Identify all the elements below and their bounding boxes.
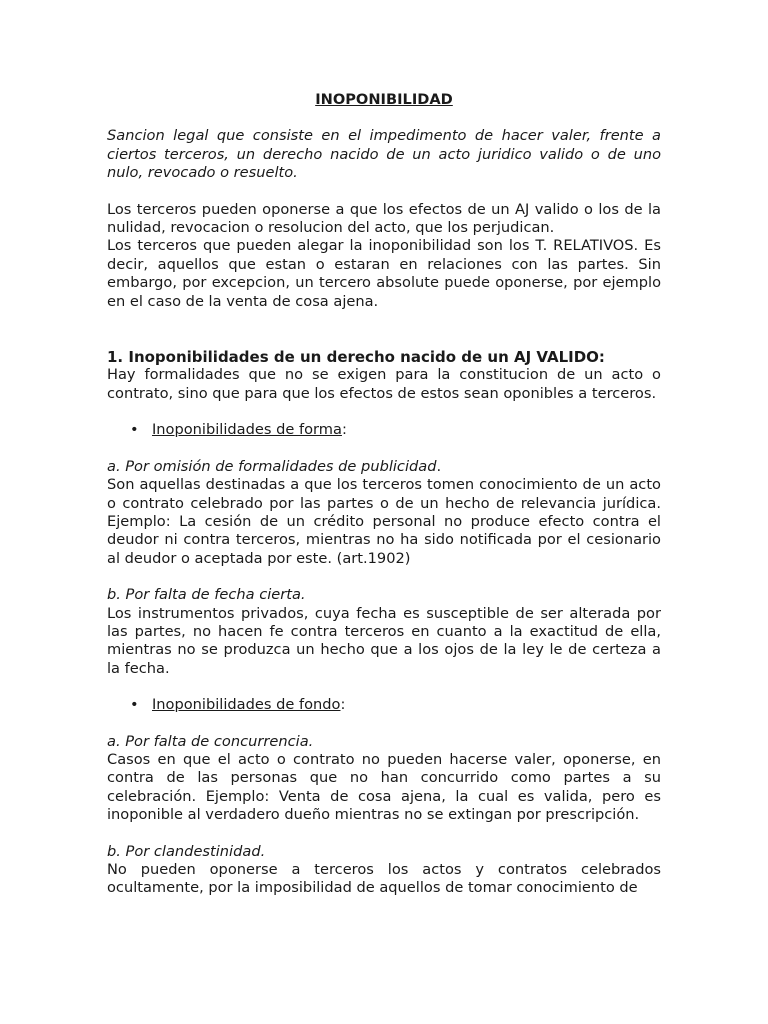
colon: :: [341, 421, 347, 439]
forma-a-title-line: [107, 458, 661, 476]
bullet-icon: •: [130, 696, 139, 714]
period: .: [436, 457, 442, 475]
forma-heading: Inoponibilidades de forma: [152, 421, 342, 439]
spacer: [107, 715, 661, 733]
spacer: [107, 311, 661, 348]
forma-b-title: b. Por falta de fecha cierta.: [107, 586, 306, 604]
definition-paragraph: Sancion legal que consiste en el impedimento de hacer valer, frente a ciertos terceros, un derecho nacido de un acto juridico valido o de uno nulo, revocado o resuelto.: [107, 127, 661, 182]
fondo-a-body: Casos en que el acto o contrato no pueden hacerse valer, oponerse, en contra de las personas que no han concurrido como partes a su celebración. Ejemplo: Venta de cosa ajena, la cual es valida, pero es inoponible al verdadero dueño mientras no se extingan por prescripción.: [107, 750, 661, 824]
colon: :: [340, 696, 346, 714]
forma-a-body: Son aquellas destinadas a que los terceros tomen conocimiento de un acto o contrato celebrado por las partes o de un hecho de relevancia jurídica. Ejemplo: La cesión de un crédito personal no produce efecto contra el deudor ni contra terceros, mientras no ha sido notificada por el cesionario al deudor o aceptada por este. (art.1902): [107, 476, 661, 567]
fondo-a-title: a. Por falta de concurrencia.: [107, 732, 314, 750]
document-title: INOPONIBILIDAD: [315, 91, 453, 108]
spacer: [107, 825, 661, 843]
intro-paragraph-2: Los terceros que pueden alegar la inoponibilidad son los T. RELATIVOS. Es decir, aquellos que estan o estaran en relaciones con las partes. Sin embargo, por excepcion, un tercero absolute puede oponerse, por ejemplo en el caso de la venta de cosa ajena.: [107, 237, 661, 310]
forma-list: [107, 421, 661, 439]
spacer: [107, 440, 661, 458]
spacer: [107, 568, 661, 586]
list-item: [107, 696, 661, 714]
spacer: [107, 403, 661, 421]
fondo-list: [107, 696, 661, 714]
forma-b-body: Los instrumentos privados, cuya fecha es susceptible de ser alterada por las partes, no hacen fe contra terceros en cuanto a la exactitud de ella, mientras no se produzca un hecho que a los ojos de la ley le de certeza a la fecha.: [107, 604, 661, 677]
section-body: Hay formalidades que no se exigen para la constitucion de un acto o contrato, sino que para que los efectos de estos sean oponibles a terceros.: [107, 366, 661, 402]
fondo-heading: Inoponibilidades de fondo: [152, 696, 341, 714]
section-heading: 1. Inoponibilidades de un derecho nacido de un AJ VALIDO:: [107, 348, 605, 367]
forma-a-title: a. Por omisión de formalidades de publicidad: [107, 457, 437, 475]
list-item: [107, 421, 661, 439]
intro-paragraph-1: Los terceros pueden oponerse a que los efectos de un AJ valido o los de la nulidad, revocacion o resolucion del acto, que los perjudican.: [107, 200, 661, 237]
spacer: [107, 183, 661, 201]
document-page: [107, 91, 661, 898]
fondo-b-body: No pueden oponerse a terceros los actos y contratos celebrados ocultamente, por la imposibilidad de aquellos de tomar conocimiento de: [107, 861, 661, 897]
fondo-b-title: b. Por clandestinidad.: [107, 842, 266, 860]
bullet-icon: •: [130, 421, 139, 439]
spacer: [107, 678, 661, 696]
